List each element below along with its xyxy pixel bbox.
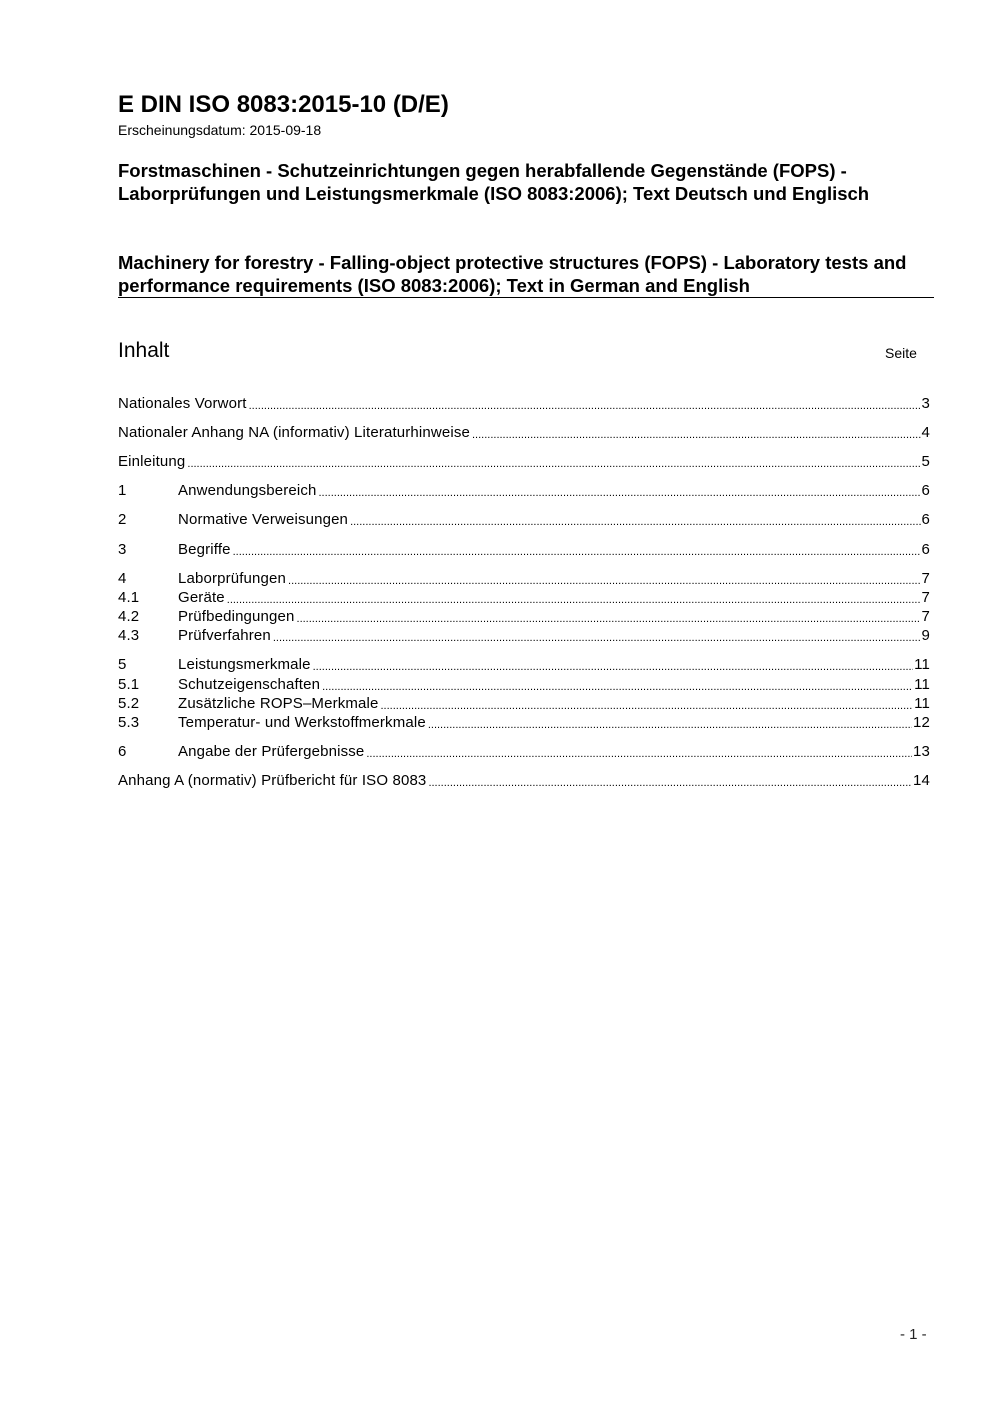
toc-entry-page: 9 (921, 627, 930, 644)
toc-entry-page: 6 (921, 482, 930, 499)
toc-entry-number: 4.3 (118, 627, 140, 644)
toc-entry[interactable] (118, 743, 930, 761)
toc-entry-page: 13 (913, 743, 930, 760)
toc-dot-leader (350, 511, 920, 529)
toc-dot-leader (428, 772, 912, 790)
toc-entry-number: 4.1 (118, 589, 140, 606)
toc-entry-label: Prüfverfahren (178, 627, 271, 644)
toc-entry-page: 11 (914, 656, 930, 673)
toc-entry-number: 5 (118, 656, 127, 673)
toc-entry-label: Anhang A (normativ) Prüfbericht für ISO 8083 (118, 772, 427, 789)
toc-entry-number: 2 (118, 511, 127, 528)
toc-entry-page: 6 (921, 541, 930, 558)
toc-entry-page: 12 (913, 714, 930, 731)
toc-entry-label: Nationaler Anhang NA (informativ) Literaturhinweise (118, 424, 470, 441)
toc-dot-leader (249, 395, 921, 413)
toc-entry[interactable] (118, 424, 930, 442)
toc-dot-leader (233, 541, 921, 559)
toc-entry-page: 7 (921, 570, 930, 587)
toc-dot-leader (318, 482, 920, 500)
toc-dot-leader (297, 608, 921, 626)
toc-entry[interactable] (118, 714, 930, 732)
toc-entry[interactable] (118, 395, 930, 413)
toc-entry[interactable] (118, 453, 930, 471)
toc-heading: Inhalt (118, 339, 170, 362)
toc-dot-leader (366, 743, 912, 761)
toc-dot-leader (187, 453, 920, 471)
toc-entry-label: Temperatur- und Werkstoffmerkmale (178, 714, 426, 731)
toc-entry-page: 14 (913, 772, 930, 789)
document-title: E DIN ISO 8083:2015-10 (D/E) (118, 91, 449, 118)
toc-page-column-label: Seite (885, 345, 917, 361)
toc-entry[interactable] (118, 482, 930, 500)
toc-entry[interactable] (118, 608, 930, 626)
toc-entry[interactable] (118, 656, 930, 674)
toc-entry[interactable] (118, 676, 930, 694)
toc-entry-page: 6 (921, 511, 930, 528)
toc-entry-page: 3 (921, 395, 930, 412)
title-german: Forstmaschinen - Schutzeinrichtungen gegen herabfallende Gegenstände (FOPS) - Laborprüfungen und Leistungsmerkmale (ISO 8083:2006); Text Deutsch und Englisch (118, 160, 870, 204)
page-number: - 1 - (900, 1326, 927, 1343)
toc-entry-number: 4 (118, 570, 127, 587)
toc-entry[interactable] (118, 772, 930, 790)
title-english: Machinery for forestry - Falling-object protective structures (FOPS) - Laboratory tests and performance requirements (ISO 8083:2006); Text in German and English (118, 252, 907, 296)
toc-entry-page: 7 (921, 589, 930, 606)
toc-entry-label: Zusätzliche ROPS–Merkmale (178, 695, 379, 712)
toc-dot-leader (313, 656, 914, 674)
publication-date: Erscheinungsdatum: 2015-09-18 (118, 122, 322, 138)
toc-entry[interactable] (118, 511, 930, 529)
toc-entry[interactable] (118, 570, 930, 588)
toc-entry-number: 3 (118, 541, 127, 558)
table-of-contents (118, 0, 930, 1403)
toc-entry-page: 11 (914, 676, 930, 693)
toc-dot-leader (322, 676, 913, 694)
toc-dot-leader (227, 589, 921, 607)
toc-entry-number: 4.2 (118, 608, 140, 625)
toc-dot-leader (380, 695, 913, 713)
toc-entry-label: Begriffe (178, 541, 231, 558)
toc-entry[interactable] (118, 695, 930, 713)
toc-entry-number: 5.2 (118, 695, 140, 712)
toc-entry-label: Normative Verweisungen (178, 511, 349, 528)
toc-dot-leader (273, 627, 921, 645)
toc-entry[interactable] (118, 627, 930, 645)
toc-entry[interactable] (118, 541, 930, 559)
toc-entry-page: 11 (914, 695, 930, 712)
toc-entry[interactable] (118, 589, 930, 607)
toc-entry-label: Angabe der Prüfergebnisse (178, 743, 365, 760)
toc-entry-label: Prüfbedingungen (178, 608, 295, 625)
toc-entry-page: 7 (921, 608, 930, 625)
toc-entry-page: 5 (921, 453, 930, 470)
toc-entry-number: 5.3 (118, 714, 140, 731)
toc-entry-label: Geräte (178, 589, 225, 606)
toc-entry-label: Nationales Vorwort (118, 395, 247, 412)
toc-entry-number: 5.1 (118, 676, 140, 693)
toc-entry-number: 6 (118, 743, 127, 760)
toc-entry-page: 4 (921, 424, 930, 441)
toc-entry-number: 1 (118, 482, 127, 499)
toc-dot-leader (472, 424, 921, 442)
toc-entry-label: Anwendungsbereich (178, 482, 317, 499)
toc-entry-label: Leistungsmerkmale (178, 656, 311, 673)
toc-dot-leader (428, 714, 912, 732)
toc-dot-leader (288, 570, 920, 588)
toc-entry-label: Laborprüfungen (178, 570, 287, 587)
toc-entry-label: Schutzeigenschaften (178, 676, 321, 693)
toc-entry-label: Einleitung (118, 453, 186, 470)
